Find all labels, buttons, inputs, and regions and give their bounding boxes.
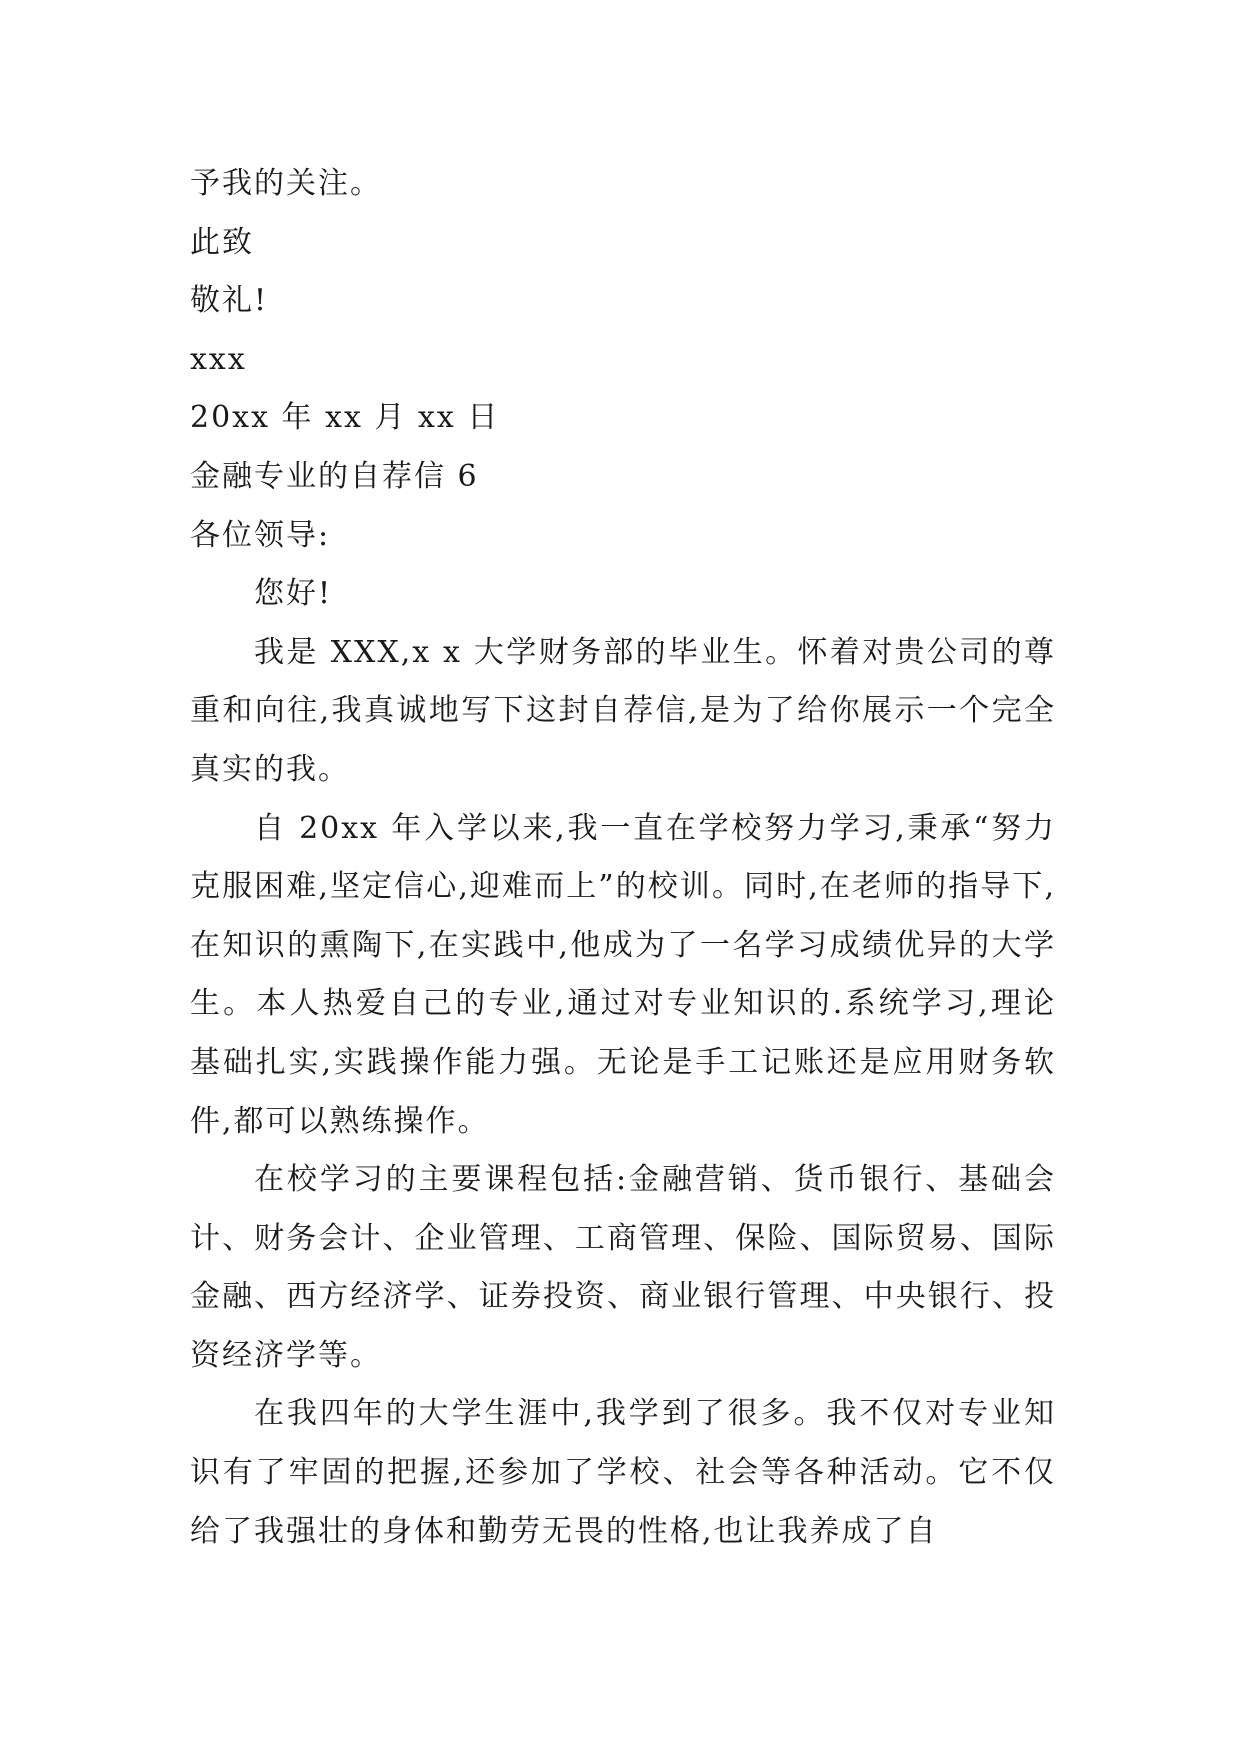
letter-title: 金融专业的自荐信 6: [190, 458, 479, 494]
letter-date: 20xx 年 xx 月 xx 日: [190, 400, 500, 436]
signature: xxx: [190, 341, 247, 377]
addressee: 各位领导:: [190, 517, 331, 553]
previous-letter-closing-text: 予我的关注。: [190, 166, 382, 201]
body-paragraph: 在校学习的主要课程包括:金融营销、货币银行、基础会计、财务会计、企业管理、工商管理、保险、国际贸易、国际金融、西方经济学、证券投资、商业银行管理、中央银行、投资经济学等。: [190, 1162, 1056, 1373]
body-paragraph: 自 20xx 年入学以来,我一直在学校努力学习,秉承“努力克服困难,坚定信心,迎难而上”的校训。同时,在老师的指导下,在知识的熏陶下,在实践中,他成为了一名学习成绩优异的大学生。本人热爱自己的专业,通过对专业知识的.系统学习,理论基础扎实,实践操作能力强。无论是手工记账还是应用财务软件,都可以熟练操作。: [190, 810, 1056, 1139]
body-paragraph: 在我四年的大学生涯中,我学到了很多。我不仅对专业知识有了牢固的把握,还参加了学校、社会等各种活动。它不仅给了我强壮的身体和勤劳无畏的性格,也让我养成了自: [190, 1396, 1056, 1549]
body-paragraph: 我是 XXX,x x 大学财务部的毕业生。怀着对贵公司的尊重和向往,我真诚地写下这封自荐信,是为了给你展示一个完全真实的我。: [190, 634, 1056, 787]
greeting: 您好!: [254, 576, 333, 612]
salutation-line-1: 此致: [190, 224, 254, 260]
salutation-line-2: 敬礼!: [190, 283, 269, 319]
document-page: [190, 155, 1056, 1561]
